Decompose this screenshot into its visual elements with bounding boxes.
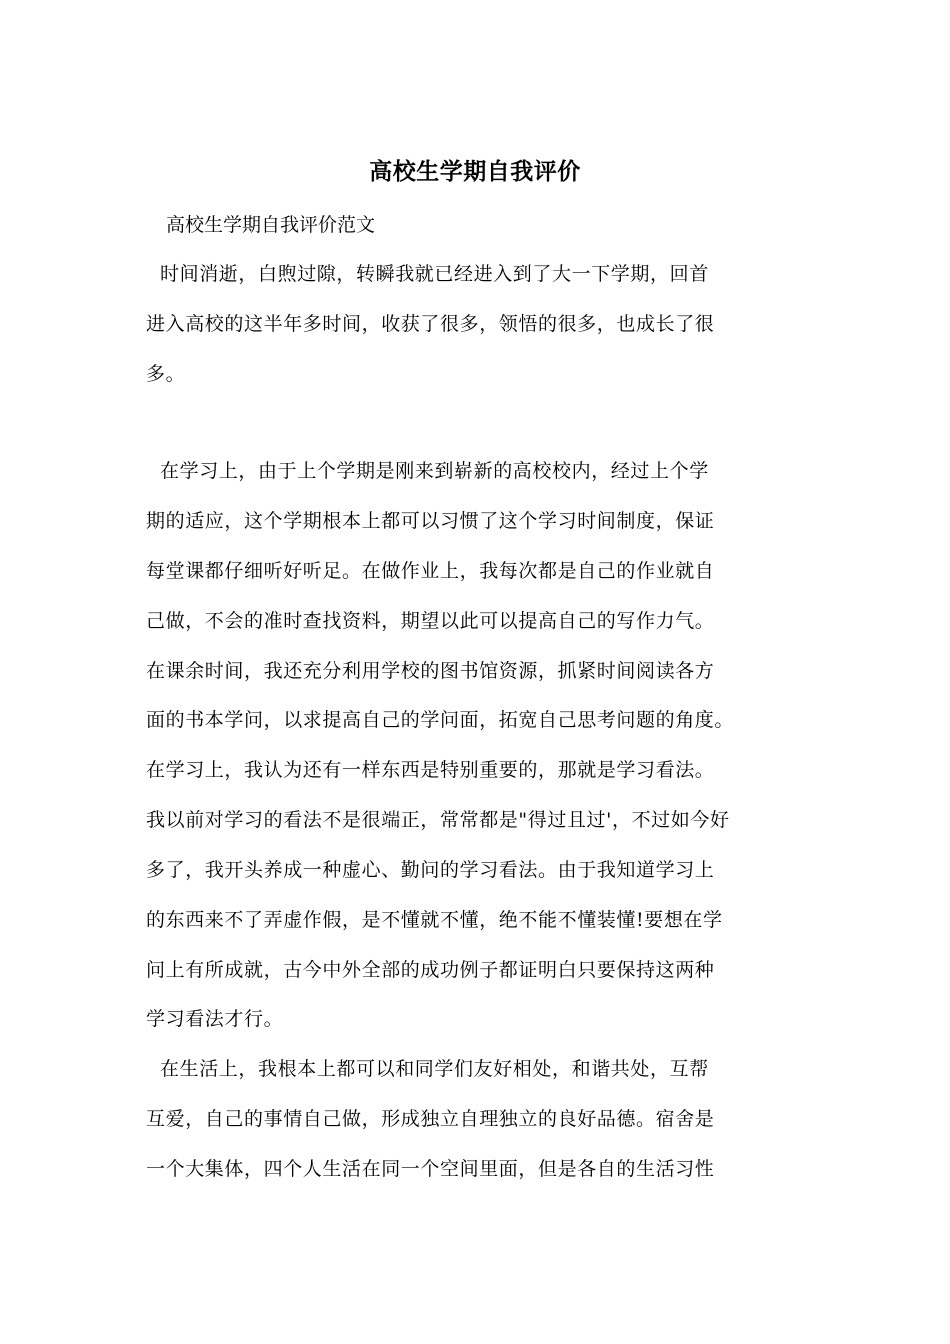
paragraph-line: 进入高校的这半年多时间，收获了很多，领悟的很多，也成长了很	[146, 313, 715, 335]
paragraph-line: 在学习上，由于上个学期是刚来到崭新的高校校内，经过上个学	[160, 460, 709, 482]
paragraph-line: 我以前对学习的看法不是很端正，常常都是"得过且过'，不过如今好	[146, 809, 730, 831]
paragraph-line: 问上有所成就，古今中外全部的成功例子都证明白只要保持这两种	[146, 959, 715, 981]
paragraph-line: 学习看法才行。	[146, 1008, 284, 1030]
document-title: 高校生学期自我评价	[369, 158, 581, 185]
paragraph-line: 期的适应，这个学期根本上都可以习惯了这个学习时间制度，保证	[146, 510, 715, 532]
paragraph-line: 在学习上，我认为还有一样东西是特别重要的，那就是学习看法。	[146, 759, 715, 781]
paragraph-line: 在课余时间，我还充分利用学校的图书馆资源，抓紧时间阅读各方	[146, 660, 715, 682]
paragraph-line: 多。	[146, 363, 186, 385]
paragraph-line: 每堂课都仔细听好听足。在做作业上，我每次都是自己的作业就自	[146, 560, 715, 582]
paragraph-line: 面的书本学问，以求提高自己的学问面，拓宽自己思考问题的角度。	[146, 709, 735, 731]
paragraph-line: 在生活上，我根本上都可以和同学们友好相处，和谐共处，互帮	[160, 1058, 709, 1080]
paragraph-line: 一个大集体，四个人生活在同一个空间里面，但是各自的生活习性	[146, 1158, 715, 1180]
paragraph-line: 时间消逝，白煦过隙，转瞬我就已经进入到了大一下学期，回首	[160, 263, 709, 285]
paragraph-line: 多了，我开头养成一种虚心、勤问的学习看法。由于我知道学习上	[146, 859, 715, 881]
paragraph-line: 的东西来不了弄虚作假，是不懂就不懂，绝不能不懂装懂!要想在学	[146, 909, 723, 931]
paragraph-line: 互爱，自己的事情自己做，形成独立自理独立的良好品德。宿舍是	[146, 1108, 715, 1130]
document-subtitle: 高校生学期自我评价范文	[166, 214, 376, 236]
paragraph-line: 己做，不会的准时查找资料，期望以此可以提高自己的写作力气。	[146, 610, 715, 632]
